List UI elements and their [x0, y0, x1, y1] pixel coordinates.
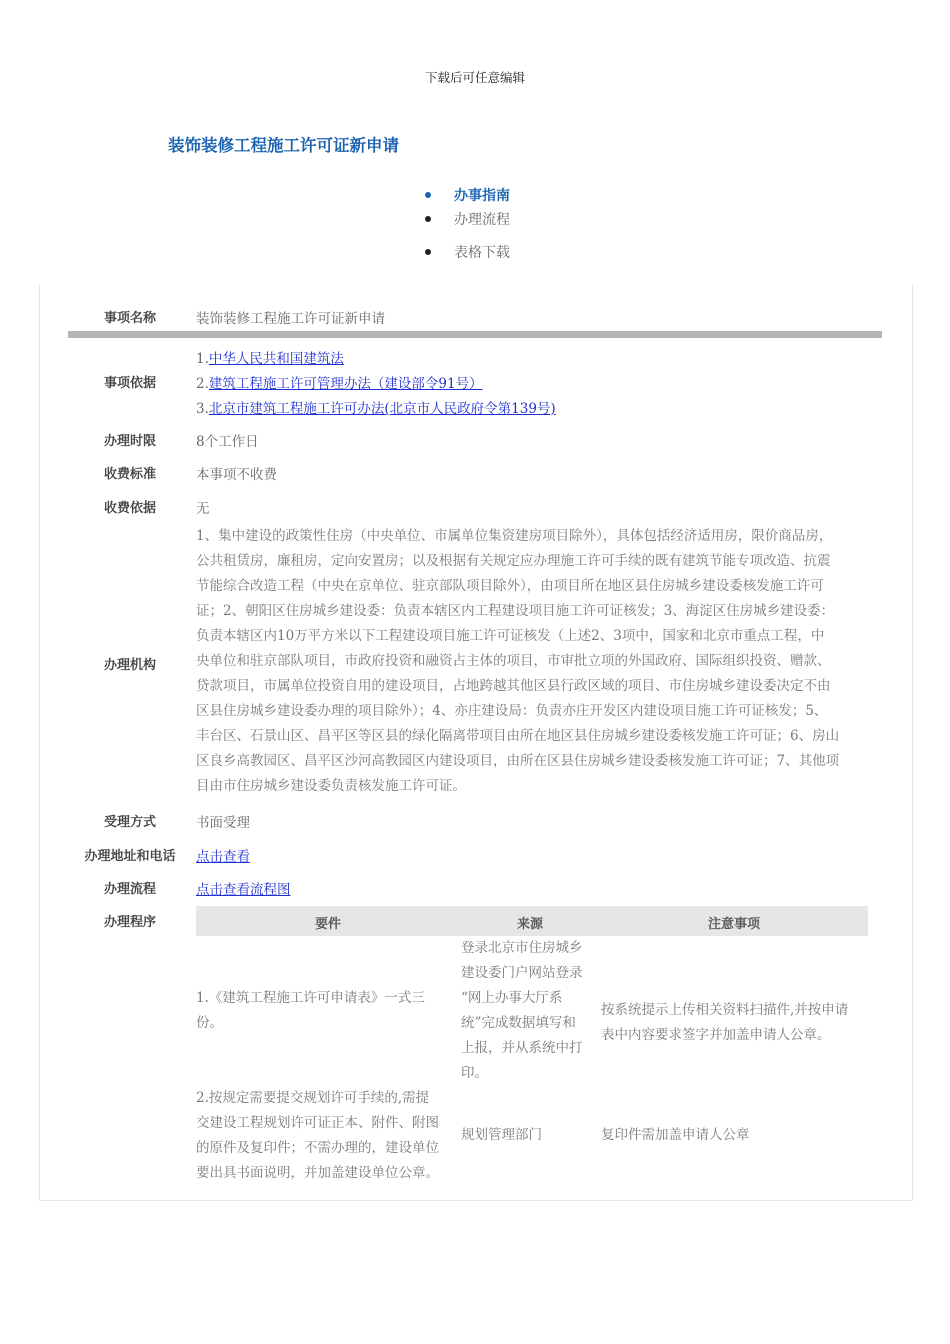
- column-header-notes: 注意事项: [707, 917, 760, 932]
- cell-line: 份。: [196, 1015, 223, 1031]
- agency-line: 目由市住房城乡建设委负责核发施工许可证。: [196, 778, 466, 794]
- basis-item-number: 1.: [196, 351, 209, 367]
- basis-item-3: [196, 397, 556, 417]
- agency-line: 区良乡高教园区、昌平区沙河高教园区内建设项目，由所在区县住房城乡建设委核发施工许可证；7、其他项: [196, 753, 840, 769]
- item-name-label: 事项名称: [103, 311, 156, 326]
- cell-line: 统”完成数据填写和: [461, 1015, 576, 1031]
- cell-line: “网上办事大厅系: [461, 990, 563, 1006]
- basis-link-construction-law[interactable]: 中华人民共和国建筑法: [208, 351, 344, 367]
- agency-line: 负责本辖区内10万平方米以下工程建设项目施工许可证核发（上述2、3项中，国家和北京市重点工程，中: [196, 628, 825, 644]
- cell-line: 按系统提示上传相关资料扫描件,并按申请: [601, 1002, 849, 1018]
- tab-process[interactable]: 办理流程: [424, 208, 510, 232]
- cell-line: 印。: [461, 1065, 488, 1081]
- time-limit-value: 8个工作日: [196, 434, 259, 450]
- basis-item-2: [196, 372, 483, 392]
- accept-method-label: 受理方式: [103, 815, 156, 830]
- column-header-source: 来源: [516, 917, 543, 932]
- flow-chart-link[interactable]: 点击查看流程图: [196, 882, 291, 898]
- tab-guide[interactable]: 办事指南: [424, 184, 510, 208]
- cell-line: 登录北京市住房城乡: [461, 940, 583, 956]
- divider-bar: [68, 331, 882, 338]
- agency-line: 区县住房城乡建设委办理的项目除外）；4、亦庄建设局：负责亦庄开发区内建设项目施工许可证核发；5、: [196, 703, 828, 719]
- agency-text: [196, 524, 880, 799]
- cell-line: 上报，并从系统中打: [461, 1040, 583, 1056]
- address-label: 办理地址和电话: [84, 849, 176, 864]
- cell-line: 复印件需加盖申请人公章: [601, 1127, 750, 1143]
- basis-item-number: 3.: [196, 401, 209, 417]
- agency-line: 节能综合改造工程（中央在京单位、驻京部队项目除外），由项目所在地区县住房城乡建设委核发施工许可: [196, 578, 824, 594]
- table-row-1-note: [601, 998, 871, 1048]
- agency-line: 1、集中建设的政策性住房（中央单位、市属单位集资建房项目除外），具体包括经济适用房，限价商品房，: [196, 528, 833, 544]
- flow-label: 办理流程: [103, 882, 156, 897]
- table-row-1-document: [196, 986, 458, 1036]
- basis-item-1: [196, 347, 344, 367]
- basis-item-number: 2.: [196, 376, 209, 392]
- fee-basis-label: 收费依据: [103, 501, 156, 516]
- tab-form-download[interactable]: 表格下载: [424, 241, 510, 265]
- address-link[interactable]: 点击查看: [196, 849, 250, 865]
- table-row-2-note: [601, 1123, 871, 1148]
- accept-method-value: 书面受理: [196, 815, 250, 831]
- procedure-table-header: [196, 906, 868, 936]
- fee-standard-value: 本事项不收费: [196, 467, 277, 483]
- agency-line: 贷款项目，市属单位投资自用的建设项目，占地跨越其他区县行政区域的项目、市住房城乡建设委决定不由: [196, 678, 831, 694]
- cell-line: 1.《建筑工程施工许可申请表》一式三: [196, 990, 425, 1006]
- time-limit-label: 办理时限: [103, 434, 156, 449]
- agency-line: 公共租赁房，廉租房，定向安置房；以及根据有关规定应办理施工许可手续的既有建筑节能专项改造、抗震: [196, 553, 831, 569]
- agency-line: 央单位和驻京部队项目，市政府投资和融资占主体的项目，市审批立项的外国政府、国际组织投资、赠款、: [196, 653, 831, 669]
- download-note: 下载后可任意编辑: [424, 70, 525, 85]
- agency-line: 证；2、朝阳区住房城乡建设委：负责本辖区内工程建设项目施工许可证核发；3、海淀区住房城乡建设委：: [196, 603, 835, 619]
- basis-link-beijing-measures[interactable]: 北京市建筑工程施工许可办法(北京市人民政府令第139号): [208, 401, 556, 417]
- table-row-2-document: [196, 1086, 458, 1186]
- item-name-value: 装饰装修工程施工许可证新申请: [196, 311, 385, 327]
- cell-line: 交建设工程规划许可证正本、附件、附图: [196, 1115, 439, 1131]
- agency-line: 丰台区、石景山区、昌平区等区县的绿化隔离带项目由所在地区县住房城乡建设委核发施工许可证；6、房山: [196, 728, 840, 744]
- agency-label: 办理机构: [103, 658, 156, 673]
- tab-list: [424, 184, 510, 265]
- procedure-label: 办理程序: [103, 915, 156, 930]
- cell-line: 建设委门户网站登录: [461, 965, 583, 981]
- cell-line: 表中内容要求签字并加盖申请人公章。: [601, 1027, 831, 1043]
- table-row-2-source: [461, 1123, 599, 1148]
- basis-link-permit-measures[interactable]: 建筑工程施工许可管理办法（建设部令91号）: [208, 376, 483, 392]
- page-title: 装饰装修工程施工许可证新申请: [168, 136, 399, 155]
- cell-line: 的原件及复印件；不需办理的，建设单位: [196, 1140, 439, 1156]
- cell-line: 要出具书面说明，并加盖建设单位公章。: [196, 1165, 439, 1181]
- table-row-1-source: [461, 936, 599, 1086]
- cell-line: 2.按规定需要提交规划许可手续的,需提: [196, 1090, 430, 1106]
- fee-basis-value: 无: [196, 501, 210, 517]
- basis-label: 事项依据: [103, 376, 156, 391]
- fee-standard-label: 收费标准: [103, 467, 156, 482]
- column-header-documents: 要件: [314, 917, 341, 932]
- cell-line: 规划管理部门: [461, 1127, 542, 1143]
